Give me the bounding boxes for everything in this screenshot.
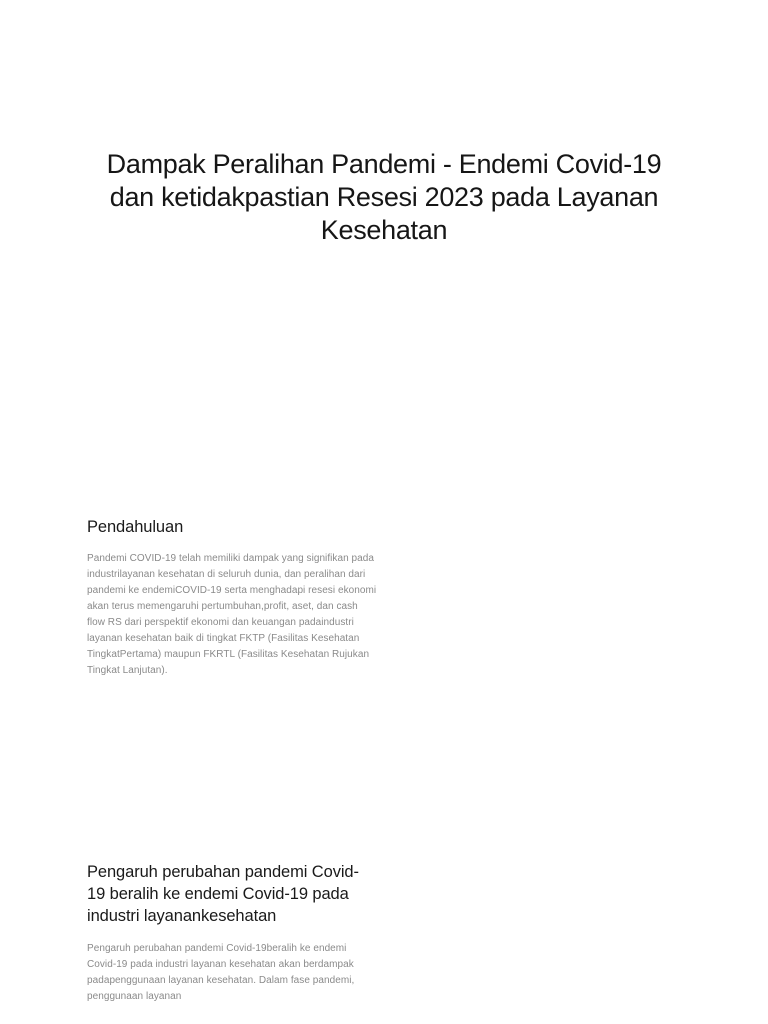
section-introduction	[87, 516, 377, 679]
section-heading-introduction: Pendahuluan	[87, 518, 184, 536]
section-heading-pandemic-transition-effect: Pengaruh perubahan pandemi Covid-19 beralih ke endemi Covid-19 pada industri layanankesehatan	[87, 863, 359, 925]
document-title: Dampak Peralihan Pandemi - Endemi Covid-19 dan ketidakpastian Resesi 2023 pada Layanan Kesehatan	[106, 149, 662, 245]
section-body-pandemic-transition-effect: Pengaruh perubahan pandemi Covid-19beralih ke endemi Covid-19 pada industri layanan kesehatan akan berdampak padapenggunaan layanan kesehatan. Dalam fase pandemi, penggunaan layanan	[87, 943, 355, 1002]
section-body-introduction: Pandemi COVID-19 telah memiliki dampak yang signifikan pada industrilayanan kesehatan di seluruh dunia, dan peralihan dari pandemi ke endemiCOVID-19 serta menghadapi resesi ekonomi akan terus memengaruhi pertumbuhan,profit, aset, dan cash flow RS dari perspektif ekonomi dan keuangan padaindustri layanan kesehatan baik di tingkat FKTP (Fasilitas Kesehatan TingkatPertama) maupun FKRTL (Fasilitas Kesehatan Rujukan Tingkat Lanjutan).	[87, 553, 377, 676]
section-pandemic-transition-effect	[87, 861, 377, 1005]
